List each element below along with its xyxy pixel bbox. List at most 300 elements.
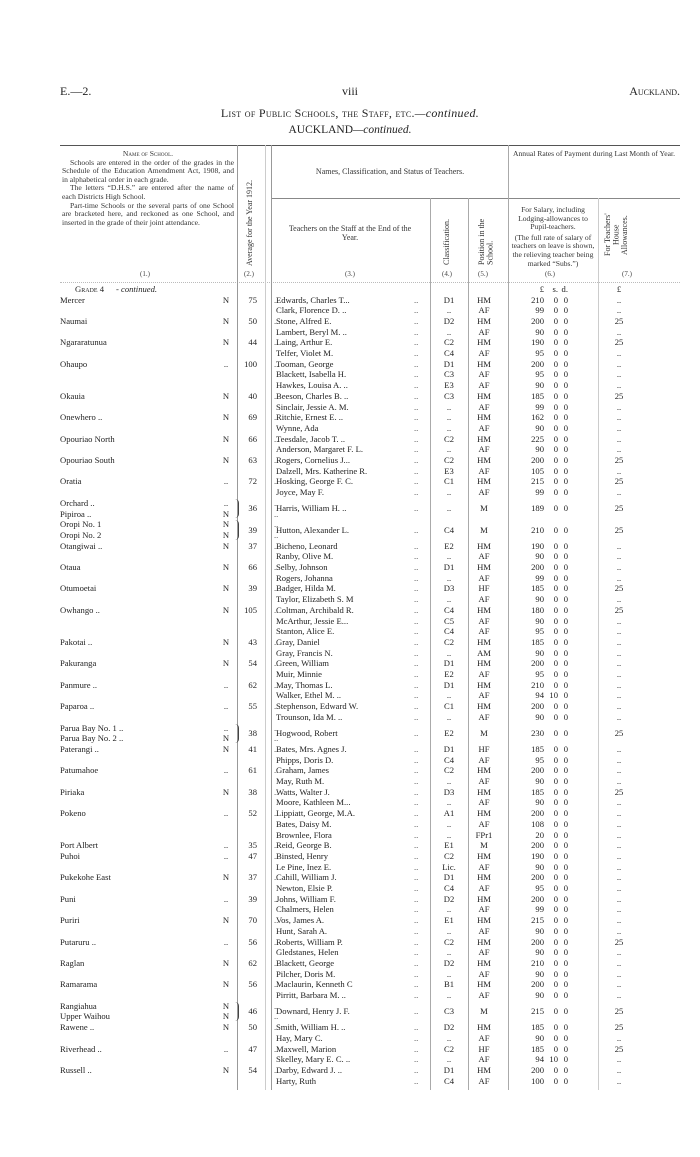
teacher-row [0,616,700,627]
school-name: .. Raglan [60,958,84,969]
school-name: .. Puhoi [60,851,80,862]
header-bottom-rule [60,282,680,283]
salary-shillings: 0 [553,626,558,637]
classification: D1 [443,1064,455,1075]
classification: C2 [443,1043,455,1054]
position: AF [478,883,490,893]
teacher-name: Lippiatt, George, M.A. [276,808,356,819]
salary-pence: 0 [563,711,568,722]
teacher-row [0,830,700,841]
classification: C4 [443,524,455,535]
leader-dots: .. [414,893,419,904]
teacher-row [0,755,700,766]
native-school-mark: N [222,433,230,444]
school-name: .. Opouriao South [60,455,115,466]
salary-pence: 0 [563,957,568,968]
salary-pounds: 99 [535,305,544,316]
teacher-name: Gledstanes, Helen [276,947,339,958]
teacher-row [0,594,700,605]
classification: D1 [443,872,455,883]
teacher-row [0,669,700,680]
leader-dots: .. [414,444,419,455]
salary-shillings: 0 [553,540,558,551]
salary-pounds: 90 [535,551,544,562]
salary-pence: 0 [563,861,568,872]
house-allowance: .. [616,990,622,1000]
salary-pounds: 162 [531,412,544,423]
native-school-mark: N [222,519,230,530]
teacher-name: Smith, William H. .. [276,1022,346,1033]
house-allowance: .. [616,1054,622,1065]
average-attendance: 38 [248,727,257,738]
native-school-mark: .. [223,1043,229,1054]
school-name: .. Pokeno [60,808,86,819]
position: AF [478,594,490,605]
salary-pounds: 200 [531,840,544,851]
teacher-name: Blackett, George [276,957,335,968]
title-continued: —continued. [414,106,480,120]
teacher-name: Green, William [276,658,329,669]
salary-pounds: 200 [531,455,544,465]
salary-pence: 0 [563,390,568,401]
position: AF [478,551,490,562]
classification: .. [446,487,452,498]
average-attendance: 55 [248,701,257,712]
leader-dots: .. [414,572,419,583]
salary-pence: 0 [563,326,568,337]
native-school-mark: N [222,583,230,594]
position: HM [477,358,491,369]
salary-pounds: 94 [535,1054,544,1065]
salary-pounds: 99 [535,572,544,583]
native-school-mark: N [222,315,230,326]
salary-pounds: 90 [535,968,544,979]
average-attendance: 37 [248,872,257,883]
leader-dots: .. [414,604,419,615]
salary-pence: 0 [563,337,568,348]
leader-dots: .. [414,818,419,829]
teacher-row [0,573,700,584]
house-allowance: .. [616,872,622,883]
house-allowance: .. [616,743,622,754]
position: HM [477,315,491,326]
salary-shillings: 0 [553,979,558,990]
salary-pence: 0 [563,540,568,551]
teacher-row [0,1054,700,1065]
house-allowance: 25 [614,476,624,487]
teacher-row [0,690,700,701]
salary-pence: 0 [563,1064,568,1075]
position: HM [477,679,491,690]
salary-shillings: 0 [553,1043,558,1054]
classification: .. [446,990,452,1000]
teacher-name: Gray, Daniel [276,636,320,647]
classification: .. [446,305,452,316]
column-header-payment-group: Annual Rates of Payment during Last Month of Year. [513,149,675,158]
position: M [480,524,488,535]
salary-shillings: 0 [553,455,558,465]
salary-pounds: 99 [535,487,544,498]
classification: .. [446,444,452,455]
native-school-mark: N [222,915,230,926]
position: AF [478,401,490,412]
house-allowance: 25 [614,1006,624,1017]
house-allowance: .. [616,551,622,562]
classification: D2 [443,1022,455,1033]
teacher-name: Stone, Alfred E. [276,315,332,326]
native-school-mark: N [222,1022,230,1033]
salary-pounds: 200 [531,979,544,990]
salary-pounds: 100 [531,1075,544,1086]
native-school-mark: N [222,979,230,990]
salary-shillings: 0 [553,947,558,958]
native-school-mark: N [222,412,230,423]
teacher-name: Anderson, Margaret F. L. [276,444,363,455]
teacher-name: Bicheno, Leonard [276,540,338,551]
position: HM [477,872,491,883]
page-title [0,106,700,121]
teacher-row [0,787,700,798]
salary-pence: 0 [563,904,568,915]
teacher-name: Hutton, Alexander L. [276,524,350,535]
house-allowance: .. [616,380,622,391]
house-allowance: .. [616,840,622,851]
position: AF [478,326,490,337]
leader-dots: .. [414,936,419,947]
salary-shillings: 0 [553,636,558,647]
school-name: .. Oropi No. 1 [60,519,101,530]
average-attendance: 105 [244,604,257,615]
teacher-name: Laing, Arthur E. [276,337,333,348]
salary-pence: 0 [563,422,568,433]
leader-dots: .. [414,455,419,465]
position: HM [477,412,491,423]
average-attendance: 56 [248,979,257,990]
classification: .. [446,776,452,786]
teacher-name: Muir, Minnie [276,669,322,679]
salary-pence: 0 [563,669,568,679]
house-allowance: .. [616,348,622,358]
salary-pounds: 90 [535,947,544,958]
teacher-row [0,840,700,851]
position: AF [478,348,490,358]
salary-shillings: 0 [553,1075,558,1086]
classification: .. [446,1054,452,1065]
classification: .. [446,401,452,412]
classification: E1 [444,915,454,926]
house-allowance: .. [616,829,622,840]
classification: C2 [443,337,455,348]
teacher-name: Reid, George B. [276,840,332,851]
salary-shillings: 0 [553,925,558,936]
salary-shillings: 0 [553,840,558,851]
teacher-row [0,503,700,514]
leader-dots: .. [414,1006,419,1017]
house-allowance: .. [616,647,622,658]
salary-pounds: 95 [535,626,544,637]
position: AF [478,925,490,936]
salary-shillings: 0 [553,1022,558,1033]
salary-pounds: 200 [531,562,544,572]
salary-pence: 0 [563,872,568,883]
school-header-note: Part-time Schools or the several parts of one School are bracketed here, and reckoned as one School, and inserted in the grade of their joint attendance. [62,200,234,227]
classification: .. [446,690,452,701]
classification: E3 [444,465,454,476]
position: AF [478,990,490,1000]
house-allowance: .. [616,369,622,380]
salary-shillings: 0 [553,968,558,979]
leader-dots: .. [414,326,419,337]
school-name: .. Otaua [60,562,81,573]
column-number: (2.) [244,270,254,278]
unit-pounds: £ [539,284,544,294]
house-allowance: .. [616,1075,622,1086]
salary-pence: 0 [563,636,568,647]
teacher-row [0,937,700,948]
leader-dots: .. [414,786,419,797]
school-name: .. Russell .. [60,1065,92,1076]
leader-dots: .. [414,636,419,647]
teacher-name: Clark, Florence D. .. [276,305,347,316]
salary-shillings: 0 [553,904,558,915]
house-allowance: .. [616,572,622,583]
salary-shillings: 0 [553,380,558,391]
teacher-row [0,337,700,348]
house-allowance: 25 [614,390,624,401]
position: HM [477,1022,491,1033]
school-name: .. Pukekohe East [60,872,111,883]
leader-dots: .. [414,390,419,401]
salary-pence: 0 [563,818,568,829]
salary-pounds: 210 [531,524,544,535]
leader-dots: .. [414,957,419,968]
salary-shillings: 0 [553,583,558,594]
salary-pence: 0 [563,690,568,701]
salary-pounds: 200 [531,872,544,883]
leader-dots: .. [414,1043,419,1054]
school-name: .. Riverhead .. [60,1044,102,1055]
native-school-mark: .. [223,358,229,369]
salary-shillings: 0 [553,883,558,893]
salary-pence: 0 [563,727,568,738]
average-attendance: 50 [248,1022,257,1033]
teacher-name: Skelley, Mary E. C. .. [276,1054,351,1065]
salary-shillings: 0 [553,348,558,358]
salary-shillings: 0 [553,765,558,776]
salary-shillings: 0 [553,701,558,712]
salary-pounds: 99 [535,904,544,915]
average-attendance: 100 [244,358,257,369]
leader-dots: .. [414,422,419,433]
teacher-row [0,990,700,1001]
salary-header-main: For Salary, including Lodging-allowances to Pupil-teachers. [518,205,588,232]
teacher-name: Beeson, Charles B. .. [276,390,349,401]
classification: C4 [443,883,455,893]
teacher-name: Rogers, Cornelius J... [276,455,350,465]
salary-pounds: 95 [535,754,544,765]
average-attendance: 72 [248,476,257,487]
classification: E2 [444,727,454,738]
house-allowance: 25 [614,583,624,594]
teacher-name: Phipps, Doris D. [276,754,334,765]
classification: .. [446,818,452,829]
salary-pence: 0 [563,615,568,626]
teacher-name: Edwards, Charles T... [276,294,350,305]
salary-pounds: 95 [535,669,544,679]
salary-pounds: 90 [535,1032,544,1043]
salary-pence: 0 [563,808,568,819]
position: AF [478,369,490,380]
column-number: (5.) [478,270,488,278]
school-name: .. Puriri [60,915,80,926]
house-allowance: .. [616,540,622,551]
salary-pounds: 20 [535,829,544,840]
teacher-name: Hay, Mary C. [276,1032,323,1043]
teacher-name: May, Thomas L. [276,679,333,690]
teacher-name: Hunt, Sarah A. [276,925,328,936]
classification: D1 [443,358,455,369]
house-allowance: .. [616,401,622,412]
teacher-name: Darby, Edward J. .. [276,1064,343,1075]
leader-dots: .. [414,872,419,883]
teacher-row [0,969,700,980]
salary-pounds: 95 [535,348,544,358]
position: AF [478,1032,490,1043]
salary-pounds: 210 [531,679,544,690]
house-allowance: .. [616,626,622,637]
teacher-name: Badger, Hilda M. [276,583,336,594]
leader-dots: .. [414,540,419,551]
teacher-row [0,1076,700,1087]
salary-pence: 0 [563,679,568,690]
leader-dots: .. [414,487,419,498]
leader-dots: .. [414,503,419,514]
salary-pence: 0 [563,1022,568,1033]
salary-pence: 0 [563,754,568,765]
school-name: .. Paparoa .. [60,701,94,712]
house-allowance: .. [616,701,622,712]
classification: C2 [443,765,455,776]
average-attendance: 66 [248,433,257,444]
salary-pounds: 190 [531,850,544,861]
teacher-row [0,369,700,380]
salary-pounds: 90 [535,444,544,455]
average-attendance: 39 [248,583,257,594]
house-allowance: .. [616,465,622,476]
average-attendance: 39 [248,524,257,535]
salary-pence: 0 [563,765,568,776]
classification: D1 [443,562,455,572]
teacher-row [0,402,700,413]
house-allowance: 25 [614,337,624,348]
leader-dots: .. [414,690,419,701]
house-allowance: 25 [614,1022,624,1033]
salary-pounds: 189 [531,503,544,514]
classification: E2 [444,669,454,679]
classification: .. [446,647,452,658]
leader-dots: .. [414,615,419,626]
header-inner-rule [272,198,680,199]
salary-pence: 0 [563,369,568,380]
house-allowance: .. [616,636,622,647]
classification: A1 [443,808,455,819]
leader-dots: .. [414,626,419,637]
teacher-name: Moore, Kathleen M... [276,797,351,808]
native-school-mark: N [222,1000,230,1011]
position: HM [477,294,491,305]
native-school-mark: N [222,733,230,744]
school-name: .. Okauia [60,391,85,402]
position: HM [477,455,491,465]
school-name: .. Otangiwai .. [60,541,102,552]
salary-shillings: 0 [553,390,558,401]
teacher-name: Cahill, William J. [276,872,337,883]
average-attendance: 35 [248,840,257,851]
salary-shillings: 0 [553,1032,558,1043]
salary-pounds: 90 [535,615,544,626]
school-name: .. Opouriao North [60,434,115,445]
page-number: viii [341,84,358,98]
average-attendance: 50 [248,315,257,326]
teacher-name: Wynne, Ada [276,422,319,433]
position: AF [478,380,490,391]
teacher-row [0,525,700,536]
salary-pence: 0 [563,850,568,861]
school-name: .. Ohaupo [60,359,87,370]
school-name: .. Ngararatunua [60,337,107,348]
salary-pounds: 210 [531,957,544,968]
native-school-mark: N [222,1064,230,1075]
school-name: .. Oratia [60,476,81,487]
salary-shillings: 0 [553,604,558,615]
classification: .. [446,797,452,808]
house-allowance: .. [616,765,622,776]
house-allowance: 25 [614,786,624,797]
salary-pence: 0 [563,455,568,465]
average-attendance: 54 [248,658,257,669]
leader-dots: .. [414,348,419,358]
average-attendance: 75 [248,294,257,305]
teacher-row [0,562,700,573]
classification: .. [446,925,452,936]
salary-shillings: 0 [553,990,558,1000]
leader-dots: .. [414,711,419,722]
native-school-mark: N [222,636,230,647]
position: AF [478,305,490,316]
leader-dots: .. [414,754,419,765]
position: AF [478,465,490,476]
position: FPr1 [475,829,493,840]
position: M [480,727,488,738]
leader-dots: .. [414,433,419,444]
teacher-name: Johns, William F. [276,893,336,904]
salary-pence: 0 [563,936,568,947]
salary-pounds: 185 [531,583,544,594]
leader-dots: .. [414,776,419,786]
salary-pounds: 215 [531,476,544,487]
column-header-position: Position in the School. [477,218,495,265]
position: M [480,503,488,514]
salary-pence: 0 [563,305,568,316]
leader-dots: .. [414,551,419,562]
school-name: .. Patumahoe [60,765,98,776]
unit-pence: d. [561,284,568,294]
teacher-name: Vos, James A. [276,915,325,926]
position: HM [477,979,491,990]
teacher-name: Chalmers, Helen [276,904,334,915]
salary-pence: 0 [563,1043,568,1054]
salary-pounds: 90 [535,380,544,391]
